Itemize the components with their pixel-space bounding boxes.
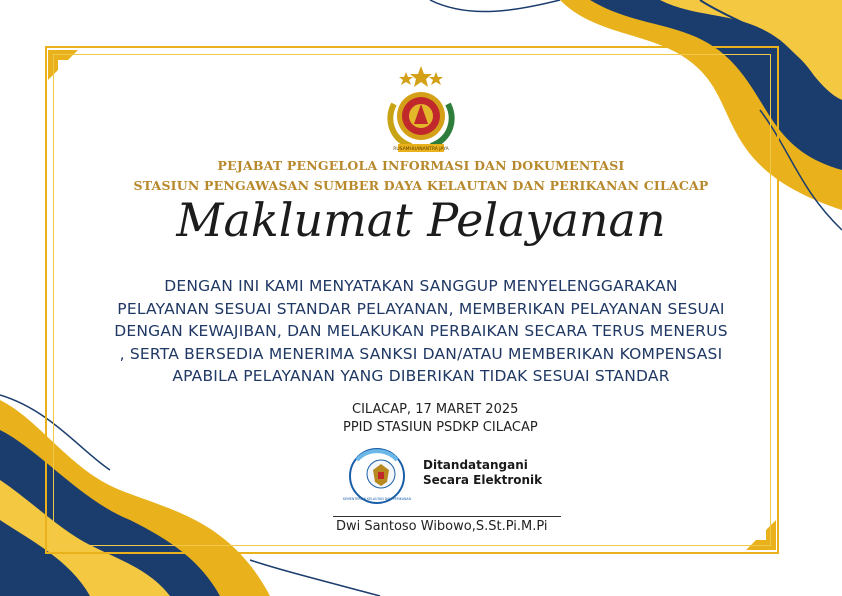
statement-line: DENGAN INI KAMI MENYATAKAN SANGGUP MENYELENGGARAKAN: [164, 277, 678, 295]
signer-office: PPID STASIUN PSDKP CILACAP: [343, 420, 538, 435]
place-date: CILACAP, 17 MARET 2025: [352, 402, 519, 417]
page-title: Maklumat Pelayanan: [176, 193, 666, 247]
signer-name: Dwi Santoso Wibowo,S.St.Pi.M.Pi: [336, 519, 548, 534]
statement-line: , SERTA BERSEDIA MENERIMA SANKSI DAN/ATAU MEMBERIKAN KOMPENSASI: [119, 345, 723, 363]
seal-text: KEMENTERIAN KELAUTAN DAN PERIKANAN: [343, 497, 411, 501]
header-line-2: STASIUN PENGAWASAN SUMBER DAYA KELAUTAN DAN PERIKANAN CILACAP: [133, 178, 709, 193]
e-sign-label-line-1: Ditandatangani: [423, 458, 528, 472]
e-sign-label-line-2: Secara Elektronik: [423, 473, 543, 487]
signature-line: [333, 516, 561, 517]
statement-line: APABILA PELAYANAN YANG DIBERIKAN TIDAK SESUAI STANDAR: [172, 367, 670, 385]
statement-line: DENGAN KEWAJIBAN, DAN MELAKUKAN PERBAIKAN SECARA TERUS MENERUS: [114, 322, 728, 340]
institution-emblem-icon: [376, 64, 466, 156]
header-line-1: PEJABAT PENGELOLA INFORMASI DAN DOKUMENTASI: [217, 158, 625, 173]
statement-line: PELAYANAN SESUAI STANDAR PELAYANAN, MEMBERIKAN PELAYANAN SESUAI: [117, 300, 725, 318]
ministry-seal-icon: [343, 446, 411, 506]
emblem-ribbon-text: RUSAMHUANANTRA JAYA: [393, 147, 449, 152]
